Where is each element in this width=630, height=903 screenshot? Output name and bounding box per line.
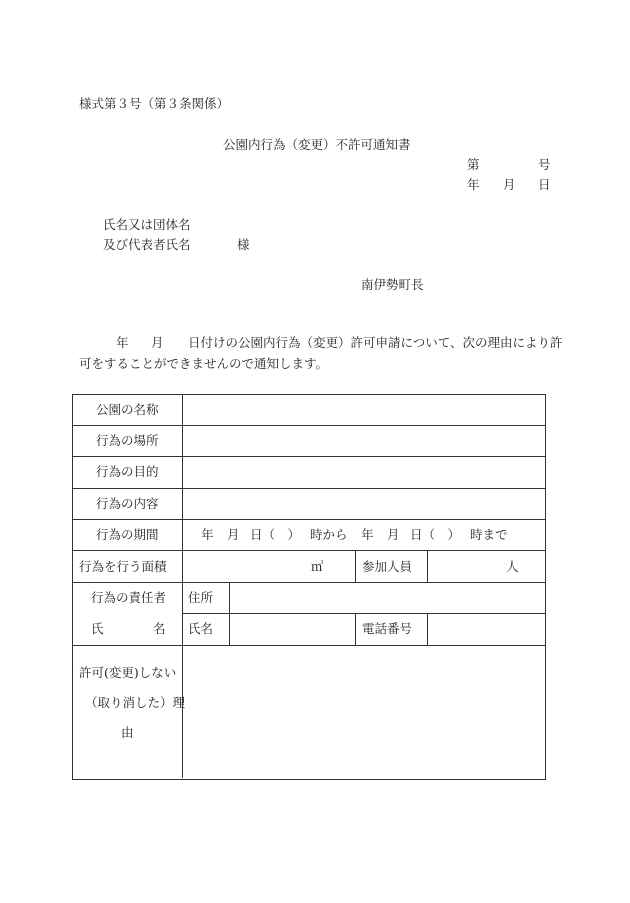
label-reason-1: 許可(変更)しない xyxy=(79,665,177,680)
body-month: 月 xyxy=(151,335,164,350)
participants-unit: 人 xyxy=(506,559,519,574)
table-frame xyxy=(72,394,546,780)
table-rule xyxy=(72,456,545,457)
date-year: 年 xyxy=(467,177,480,192)
label-participants: 参加人員 xyxy=(362,559,413,574)
label-responsible-mei: 名 xyxy=(153,621,166,636)
label-purpose: 行為の目的 xyxy=(96,464,159,479)
period-month-to: 月 xyxy=(387,527,400,542)
label-reason-2: （取り消した）理 xyxy=(85,695,186,710)
table-rule xyxy=(229,582,230,645)
body-line1: 日付けの公園内行為（変更）許可申請について、次の理由により許 xyxy=(188,335,563,350)
label-park-name: 公園の名称 xyxy=(96,402,159,417)
table-rule xyxy=(182,394,183,778)
addressee-line2: 及び代表者氏名 xyxy=(103,237,191,252)
table-rule xyxy=(427,550,428,582)
label-content: 行為の内容 xyxy=(96,496,159,511)
table-rule xyxy=(427,613,428,645)
table-rule xyxy=(72,519,545,520)
addressee-line1: 氏名又は団体名 xyxy=(103,217,191,232)
label-area: 行為を行う面積 xyxy=(79,559,167,574)
table-rule xyxy=(72,550,545,551)
table-rule xyxy=(72,488,545,489)
period-day-from: 日（ ） xyxy=(250,527,301,542)
period-month-from: 月 xyxy=(227,527,240,542)
form-number: 様式第３号（第３条関係） xyxy=(79,96,230,111)
table-rule xyxy=(355,550,356,582)
body-year: 年 xyxy=(116,335,129,350)
period-year-from: 年 xyxy=(201,527,214,542)
table-rule xyxy=(355,613,356,645)
date-month: 月 xyxy=(503,177,516,192)
label-place: 行為の場所 xyxy=(96,433,159,448)
period-day-to: 日（ ） xyxy=(410,527,461,542)
doc-number-prefix: 第 xyxy=(467,157,480,172)
label-name: 氏名 xyxy=(188,621,214,636)
label-address: 住所 xyxy=(188,590,214,605)
table-rule xyxy=(182,613,545,614)
sender: 南伊勢町長 xyxy=(361,277,424,292)
table-rule xyxy=(72,645,545,646)
addressee-honorific: 様 xyxy=(237,237,250,252)
table-rule xyxy=(72,425,545,426)
period-to: 時まで xyxy=(470,527,508,542)
label-responsible: 行為の責任者 xyxy=(91,590,167,605)
label-responsible-shi: 氏 xyxy=(91,621,104,636)
label-reason-3: 由 xyxy=(121,725,134,740)
label-phone: 電話番号 xyxy=(362,621,413,636)
period-from: 時から xyxy=(310,527,348,542)
label-period: 行為の期間 xyxy=(96,527,159,542)
body-line2: 可をすることができませんので通知します。 xyxy=(79,356,329,371)
date-day: 日 xyxy=(538,177,551,192)
doc-number-suffix: 号 xyxy=(538,157,551,172)
area-unit: ㎡ xyxy=(311,559,324,574)
period-year-to: 年 xyxy=(361,527,374,542)
page-title: 公園内行為（変更）不許可通知書 xyxy=(223,137,411,152)
table-rule xyxy=(72,582,545,583)
